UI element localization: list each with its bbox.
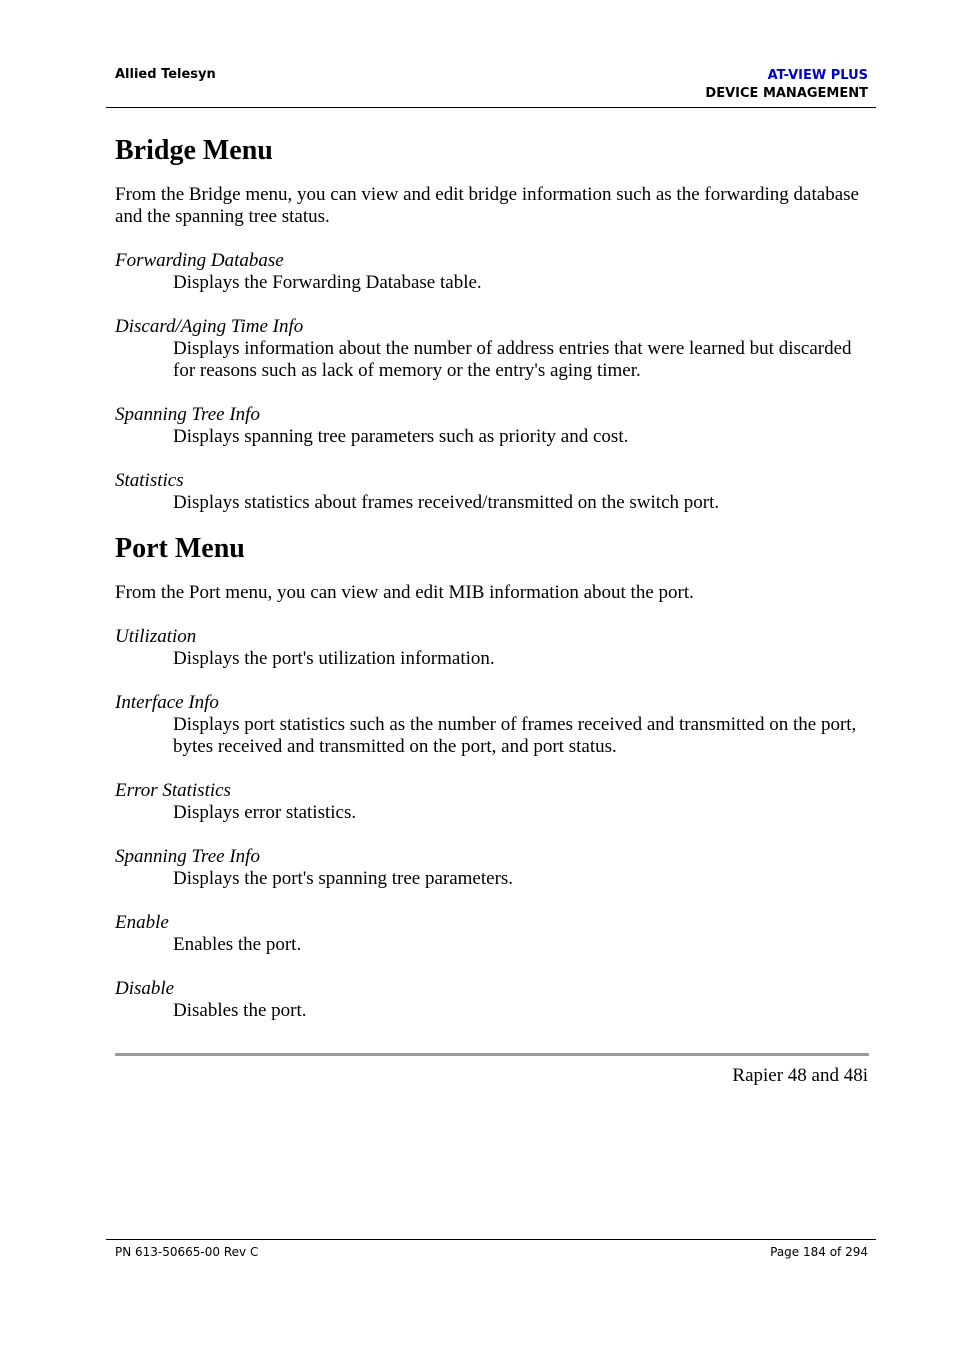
definition-desc: Displays the Forwarding Database table. <box>173 272 482 293</box>
definition-item <box>115 316 875 382</box>
header-section: DEVICE MANAGEMENT <box>705 86 868 101</box>
definition-item <box>115 912 875 956</box>
definition-term: Error Statistics <box>115 780 231 801</box>
definition-item <box>115 626 875 670</box>
header-company: Allied Telesyn <box>115 67 216 82</box>
definition-term: Spanning Tree Info <box>115 404 260 425</box>
definition-term: Spanning Tree Info <box>115 846 260 867</box>
definition-item <box>115 846 875 890</box>
header-divider <box>106 107 876 108</box>
definition-term: Statistics <box>115 470 184 491</box>
definition-item <box>115 404 875 448</box>
definition-item <box>115 692 875 758</box>
definition-term: Forwarding Database <box>115 250 284 271</box>
definition-desc: Displays spanning tree parameters such as priority and cost. <box>173 426 629 447</box>
definition-term: Utilization <box>115 626 197 647</box>
definition-item <box>115 470 875 514</box>
header-right <box>705 67 868 103</box>
header-product: AT-VIEW PLUS <box>767 68 868 83</box>
definition-item <box>115 250 875 294</box>
footer-divider <box>106 1239 876 1240</box>
product-tag: Rapier 48 and 48i <box>732 1065 868 1086</box>
definition-term: Disable <box>115 978 175 999</box>
page-content <box>115 130 875 1022</box>
definition-term: Discard/Aging Time Info <box>115 316 304 337</box>
definition-term: Enable <box>115 912 169 933</box>
definition-item <box>115 780 875 824</box>
definition-desc: Displays port statistics such as the number of frames received and transmitted on the port, bytes received and transmitted on the port, and port status. <box>173 714 857 757</box>
definition-desc: Displays the port's spanning tree parameters. <box>173 868 514 889</box>
bridge-menu-heading: Bridge Menu <box>115 135 273 166</box>
definition-desc: Displays the port's utilization information. <box>173 648 495 669</box>
definition-desc: Enables the port. <box>173 934 302 955</box>
footer-page-number: Page 184 of 294 <box>770 1245 868 1259</box>
definition-desc: Displays statistics about frames received/transmitted on the switch port. <box>173 492 720 513</box>
footer-part-number: PN 613-50665-00 Rev C <box>115 1245 259 1259</box>
definition-desc: Disables the port. <box>173 1000 307 1021</box>
definition-desc: Displays information about the number of address entries that were learned but discarded for reasons such as lack of memory or the entry's aging timer. <box>173 338 852 381</box>
port-intro: From the Port menu, you can view and edit MIB information about the port. <box>115 582 694 603</box>
definition-term: Interface Info <box>115 692 219 713</box>
port-menu-heading: Port Menu <box>115 533 245 564</box>
content-divider <box>115 1053 869 1056</box>
bridge-intro: From the Bridge menu, you can view and edit bridge information such as the forwarding database and the spanning tree status. <box>115 184 859 227</box>
definition-desc: Displays error statistics. <box>173 802 357 823</box>
definition-item <box>115 978 875 1022</box>
